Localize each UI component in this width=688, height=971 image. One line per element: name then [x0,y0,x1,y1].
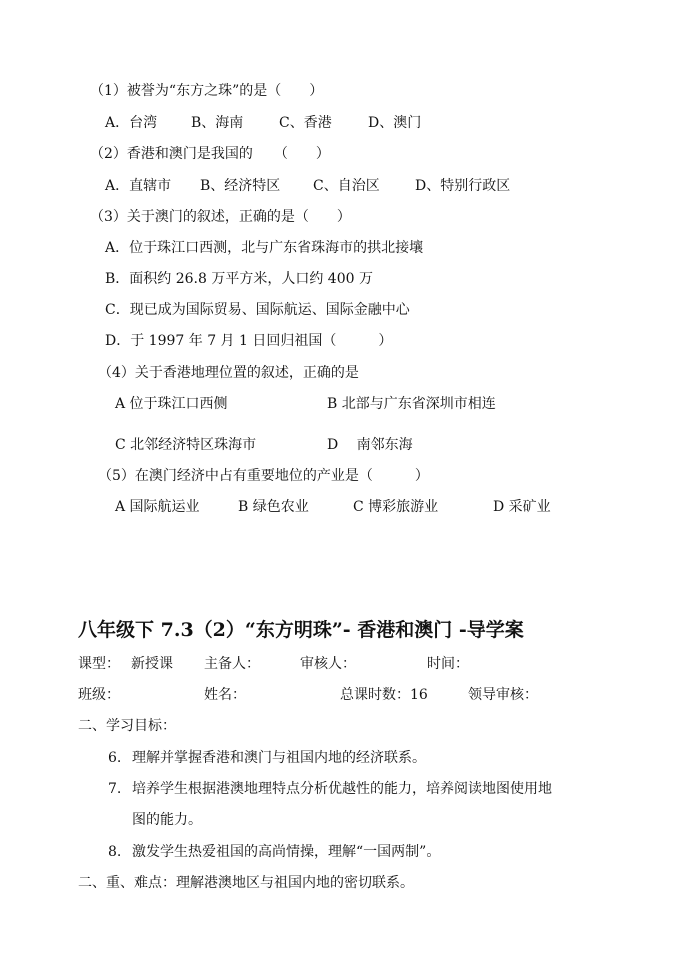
question-5-option-d: D 采矿业 [493,499,551,515]
question-2-option-a: A．直辖市 [105,178,172,194]
question-2-option-b: B、经济特区 [200,178,281,194]
question-1-option-c: C、香港 [279,115,332,131]
leader-review-label: 领导审核： [468,687,538,703]
question-3-stem: （3）关于澳门的叙述，正确的是（ ） [90,209,351,225]
question-3-option-b: B．面积约 26.8 万平方米，人口约 400 万 [105,271,373,287]
question-3-option-c: C．现已成为国际贸易、国际航运、国际金融中心 [105,302,410,318]
objective-6-number: 6. [108,750,122,766]
reviewer-label: 审核人： [300,656,356,672]
question-1-option-d: D、澳门 [368,115,422,131]
objectives-heading: 二、学习目标： [78,718,176,734]
objective-6-text: 理解并掌握香港和澳门与祖国内地的经济联系。 [132,750,426,766]
question-5-stem: （5）在澳门经济中占有重要地位的产业是（ ） [98,468,429,484]
page-title: 八年级下 7.3（2）“东方明珠”- 香港和澳门 -导学案 [78,619,524,641]
question-1-option-a: A．台湾 [105,115,158,131]
key-points: 二、重、难点：理解港澳地区与祖国内地的密切联系。 [78,875,414,891]
objective-8-number: 8. [108,844,122,860]
time-label: 时间： [427,656,469,672]
course-type-label: 课型： [78,656,120,672]
question-4-option-b: B 北部与广东省深圳市相连 [327,396,496,412]
question-4-option-a: A 位于珠江口西侧 [115,396,228,412]
preparer-label: 主备人： [204,656,260,672]
class-label: 班级： [78,687,120,703]
question-2-option-d: D、特别行政区 [415,178,511,194]
question-3-option-a: A．位于珠江口西测，北与广东省珠海市的拱北接壤 [105,240,424,256]
question-5-option-b: B 绿色农业 [238,499,309,515]
question-4-option-c: C 北邻经济特区珠海市 [115,437,257,453]
question-5-option-c: C 博彩旅游业 [353,499,439,515]
question-1-option-b: B、海南 [191,115,244,131]
question-4-option-d: D 南邻东海 [327,437,413,453]
objective-7-text-continued: 图的能力。 [132,812,202,828]
question-4-stem: （4）关于香港地理位置的叙述，正确的是 [98,365,359,381]
course-type-value: 新授课 [131,656,173,672]
objective-7-text: 培养学生根据港澳地理特点分析优越性的能力，培养阅读地图使用地 [132,781,552,797]
question-5-option-a: A 国际航运业 [115,499,200,515]
question-2-option-c: C、自治区 [313,178,380,194]
question-1-stem: （1）被誉为“东方之珠”的是（ ） [90,83,324,99]
question-3-option-d: D．于 1997 年 7 月 1 日回归祖国（ ） [105,333,393,349]
objective-7-number: 7. [108,781,122,797]
question-2-stem: （2）香港和澳门是我国的 （ ） [90,146,330,162]
name-label: 姓名： [204,687,246,703]
objective-8-text: 激发学生热爱祖国的高尚情操，理解“一国两制”。 [132,844,441,860]
total-hours: 总课时数：16 [340,687,428,703]
